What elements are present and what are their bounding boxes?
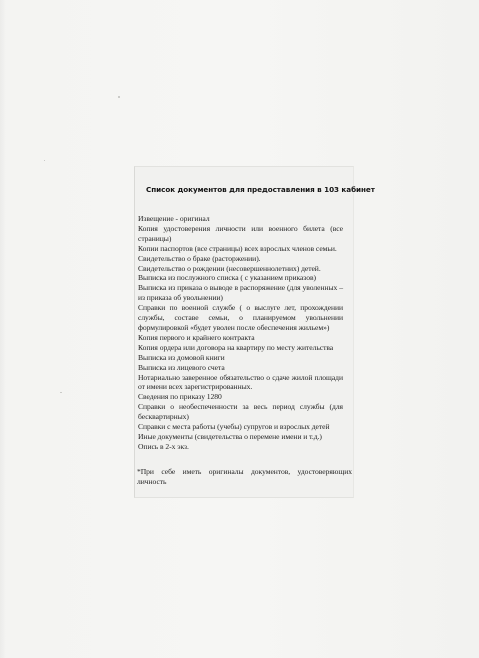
list-item-text: Нотариально заверенное обязательство о сдаче жилой площади от имени всех зарегистрированных. [138, 372, 343, 392]
list-item-text: Копия ордера или договора на квартиру по месту жительства [138, 342, 334, 352]
list-item-text: Свидетельство о браке (расторжении). [138, 253, 261, 263]
list-item [138, 353, 343, 363]
list-item [138, 264, 343, 274]
list-item [138, 333, 343, 343]
list-item-text: Выписка из домовой книги [138, 352, 225, 362]
list-item-text: Справки по военной службе ( о выслуге лет, прохождении службы, составе семьи, о планируемом увольнении формулировкой «будет уволен после обеспечения жильем») [138, 303, 343, 332]
list-item [138, 254, 343, 264]
list-item-text: Выписка из лицевого счета [138, 362, 225, 372]
list-item-text: Свидетельство о рождении (несовершеннолетних) детей. [138, 263, 321, 273]
list-item-text: Опись в 2-х экз. [138, 441, 189, 451]
list-item [138, 442, 343, 452]
scan-speck [44, 160, 45, 161]
list-item-text: Копия первого и крайнего контракта [138, 332, 255, 342]
list-item [138, 373, 343, 393]
list-item [138, 273, 343, 283]
document-footnote: *При себе иметь оригиналы документов, удостоверяющих личность [137, 467, 352, 486]
list-item [138, 343, 343, 353]
scan-speck [60, 392, 62, 393]
list-item-text: Выписка из приказа о выводе в распоряжение (для уволенных – из приказа об увольнении) [138, 283, 343, 303]
list-item [138, 402, 343, 422]
list-item [138, 392, 343, 402]
list-item [138, 303, 343, 333]
list-item [138, 422, 343, 432]
scan-speck [118, 96, 120, 98]
list-item [138, 283, 343, 303]
document-list [138, 214, 343, 452]
list-item-text: Извещение - оригинал [138, 214, 210, 223]
document-title: Список документов для предоставления в 103 кабинет [146, 185, 375, 194]
list-item [138, 214, 343, 224]
list-item-text: Иные документы (свидетельства о перемене имени и т.д.) [138, 431, 322, 441]
list-item-text: Справки с места работы (учебы) супругов и взрослых детей [138, 422, 330, 432]
list-item [138, 432, 343, 442]
list-item-text: Копия удостоверения личности или военного билета (все страницы) [138, 223, 343, 243]
list-item-text: Копии паспортов (все страницы) всех взрослых членов семьи. [138, 243, 337, 253]
list-item-text: Выписка из послужного списка ( с указанием приказов) [138, 273, 316, 283]
list-item [138, 363, 343, 373]
list-item-text: Сведения по приказу 1280 [138, 392, 222, 402]
list-item [138, 244, 343, 254]
list-item-text: Справки о необеспеченности за весь период службы (для бесквартирных) [138, 402, 343, 422]
list-item [138, 224, 343, 244]
